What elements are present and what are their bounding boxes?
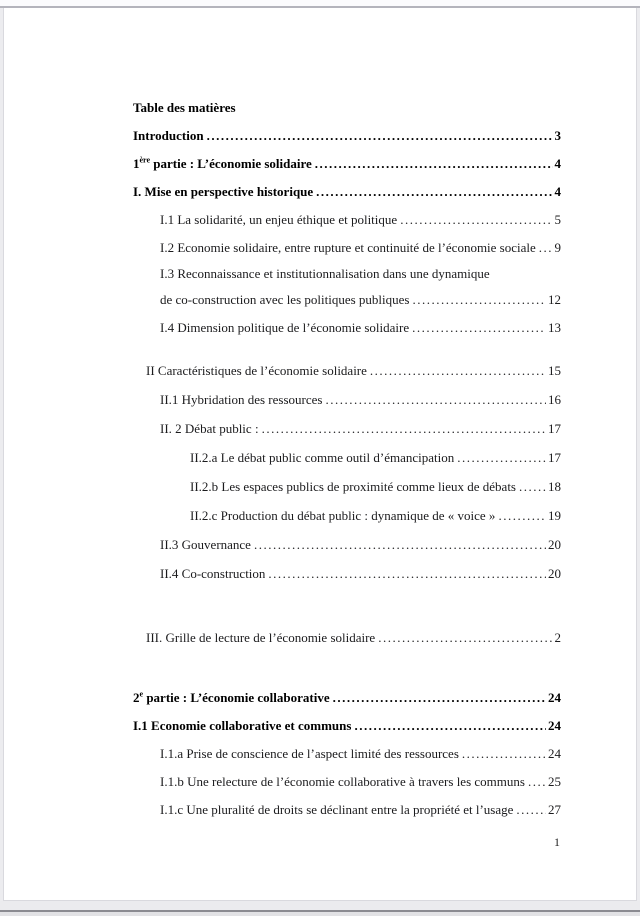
toc-entry-page: 18 xyxy=(548,479,561,494)
toc-entry-page: 15 xyxy=(548,363,561,378)
dot-leader xyxy=(519,472,546,501)
toc-entry xyxy=(133,740,561,768)
document-page[interactable] xyxy=(3,8,637,901)
page-number: 1 xyxy=(554,835,560,849)
toc-entry-text: 2e partie : L’économie collaborative xyxy=(133,689,330,705)
dot-leader xyxy=(316,178,552,206)
dot-leader xyxy=(370,357,546,385)
section-gap xyxy=(133,342,561,357)
bottom-chrome-strip xyxy=(0,901,640,910)
toc-entry xyxy=(133,150,561,178)
dot-leader xyxy=(354,712,546,740)
bottom-chrome-strip-lower xyxy=(0,912,640,916)
toc-entry-text: I.1 Economie collaborative et communs xyxy=(133,718,352,733)
toc-entry-page: 24 xyxy=(548,746,561,761)
dot-leader xyxy=(268,559,546,588)
dot-leader xyxy=(516,796,546,824)
toc-entry-text: II.4 Co-construction xyxy=(160,566,266,581)
dot-leader xyxy=(412,314,546,342)
toc-entry-text: II Caractéristiques de l’économie solidaire xyxy=(146,363,367,378)
toc-entry-continuation xyxy=(133,286,561,314)
toc-entry-text: I. Mise en perspective historique xyxy=(133,184,314,199)
toc-entry xyxy=(133,206,561,234)
toc-entry-text: 1ère partie : L’économie solidaire xyxy=(133,155,312,171)
dot-leader xyxy=(457,443,546,472)
dot-leader xyxy=(254,530,546,559)
toc-entry xyxy=(133,624,561,652)
dot-leader xyxy=(498,501,546,530)
toc-entry-text: I.1.b Une relecture de l’économie collaborative à travers les communs xyxy=(160,774,525,789)
toc-entry xyxy=(133,559,561,588)
toc-entry-text: Introduction xyxy=(133,128,204,143)
dot-leader xyxy=(325,385,546,414)
toc-entry xyxy=(133,712,561,740)
toc-entry xyxy=(133,472,561,501)
dot-leader xyxy=(412,286,546,314)
toc-entry-text: I.2 Economie solidaire, entre rupture et continuité de l’économie sociale xyxy=(160,240,536,255)
table-of-contents xyxy=(4,94,636,824)
toc-entry-text: II.3 Gouvernance xyxy=(160,537,251,552)
toc-title xyxy=(133,94,561,122)
dot-leader xyxy=(333,684,546,712)
dot-leader xyxy=(378,624,552,652)
toc-entry-page: 20 xyxy=(548,537,561,552)
toc-entry-page: 25 xyxy=(548,774,561,789)
toc-entry-text: I.1.c Une pluralité de droits se déclinant entre la propriété et l’usage xyxy=(160,802,514,817)
toc-entry-page: 27 xyxy=(548,802,561,817)
toc-entry xyxy=(133,443,561,472)
toc-entry xyxy=(133,684,561,712)
toc-entry-page: 9 xyxy=(554,240,561,255)
toc-entry-page: 24 xyxy=(548,690,561,705)
toc-entry-page: 4 xyxy=(554,156,561,171)
dot-leader xyxy=(539,234,553,262)
dot-leader xyxy=(528,768,546,796)
toc-entry-page: 2 xyxy=(554,630,561,645)
toc-entry-text: II.2.a Le débat public comme outil d’émancipation xyxy=(190,450,455,465)
toc-entry xyxy=(133,768,561,796)
toc-entry-text: I.1.a Prise de conscience de l’aspect limité des ressources xyxy=(160,746,459,761)
toc-entry-text: II.2.b Les espaces publics de proximité comme lieux de débats xyxy=(190,479,516,494)
ordinal-superscript: ère xyxy=(139,155,151,165)
toc-entry-text: de co-construction avec les politiques publiques xyxy=(160,292,410,307)
dot-leader xyxy=(315,150,553,178)
toc-entry xyxy=(133,234,561,262)
toc-entry-text: III. Grille de lecture de l’économie solidaire xyxy=(146,630,376,645)
toc-entry-page: 24 xyxy=(548,718,561,733)
toc-entry-page: 12 xyxy=(548,292,561,307)
toc-entry xyxy=(133,262,561,286)
toc-entry xyxy=(133,314,561,342)
dot-leader xyxy=(462,740,546,768)
toc-entry-page: 13 xyxy=(548,320,561,335)
toc-entry-page: 20 xyxy=(548,566,561,581)
ordinal-superscript: e xyxy=(139,689,144,699)
toc-entry-page: 19 xyxy=(548,508,561,523)
toc-entry-page: 16 xyxy=(548,392,561,407)
toc-entry-page: 17 xyxy=(548,421,561,436)
dot-leader xyxy=(262,414,546,443)
toc-entry xyxy=(133,385,561,414)
toc-entry-text: II. 2 Débat public : xyxy=(160,421,259,436)
toc-entry-text: II.2.c Production du débat public : dynamique de « voice » xyxy=(190,508,496,523)
toc-title-text: Table des matières xyxy=(133,100,236,115)
toc-entry xyxy=(133,530,561,559)
section-gap xyxy=(133,588,561,624)
toc-entry xyxy=(133,501,561,530)
dot-leader xyxy=(400,206,552,234)
toc-entry-text: II.1 Hybridation des ressources xyxy=(160,392,323,407)
toc-entry-page: 5 xyxy=(554,212,561,227)
toc-entry-page: 17 xyxy=(548,450,561,465)
toc-entry-page: 4 xyxy=(554,184,561,199)
toc-entry xyxy=(133,414,561,443)
toc-entry-page: 3 xyxy=(554,128,561,143)
dot-leader xyxy=(207,122,553,150)
toc-entry-text: I.3 Reconnaissance et institutionnalisation dans une dynamique xyxy=(160,266,490,281)
toc-entry-text: I.1 La solidarité, un enjeu éthique et politique xyxy=(160,212,398,227)
section-gap xyxy=(133,652,561,684)
toc-entry xyxy=(133,357,561,385)
toc-entry xyxy=(133,178,561,206)
toc-entry-text: I.4 Dimension politique de l’économie solidaire xyxy=(160,320,410,335)
toc-entry xyxy=(133,796,561,824)
toc-entry xyxy=(133,122,561,150)
